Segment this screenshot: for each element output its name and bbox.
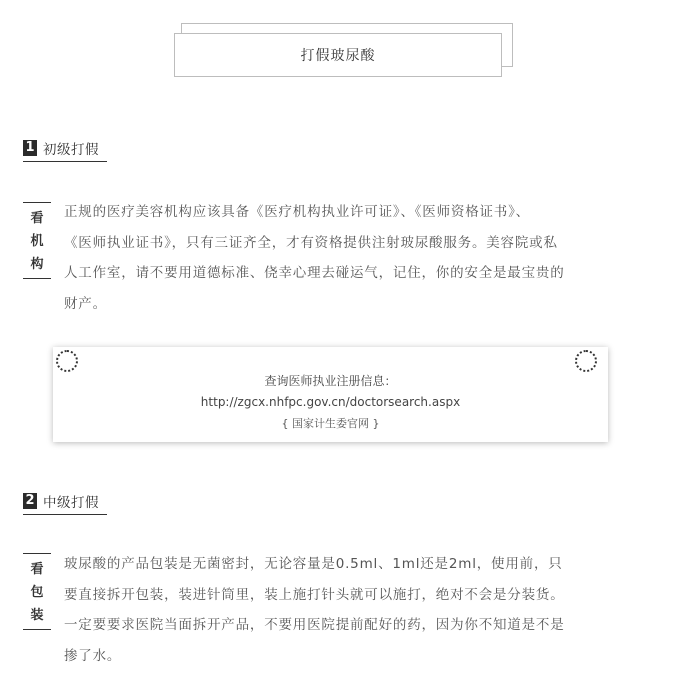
info-line-source: { 国家计生委官网 } xyxy=(281,417,380,430)
label-char: 构 xyxy=(30,257,44,272)
label-char: 看 xyxy=(30,562,44,577)
title-box xyxy=(174,28,504,76)
vertical-label-institution xyxy=(23,202,51,279)
label-char: 包 xyxy=(30,585,44,600)
section-title: 初级打假 xyxy=(43,142,99,158)
paragraph-line: 要直接拆开包装，装进针筒里，装上施打针头就可以施打，绝对不会是分装货。 xyxy=(64,586,565,603)
label-char: 看 xyxy=(30,211,44,226)
page-title: 打假玻尿酸 xyxy=(174,33,502,77)
info-line-url[interactable]: http://zgcx.nhfpc.gov.cn/doctorsearch.aspx xyxy=(200,395,461,409)
paragraph-line: 正规的医疗美容机构应该具备《医疗机构执业许可证》、《医师资格证书》、 xyxy=(64,204,530,220)
section-heading-1 xyxy=(23,138,107,162)
section-title: 中级打假 xyxy=(43,495,99,511)
paragraph-line: 掺了水。 xyxy=(64,647,122,664)
label-char: 机 xyxy=(30,234,44,249)
info-card xyxy=(53,347,608,442)
paragraph-line: 玻尿酸的产品包装是无菌密封，无论容量是0.5ml、1ml还是2ml，使用前，只 xyxy=(64,556,563,572)
info-card-text xyxy=(53,371,608,434)
section-heading-2 xyxy=(23,491,107,515)
vertical-label-packaging xyxy=(23,553,51,630)
dotted-circle-icon xyxy=(56,350,78,372)
info-line-query: 查询医师执业注册信息： xyxy=(264,374,397,388)
section-1-paragraph xyxy=(64,197,612,319)
label-char: 装 xyxy=(30,608,44,623)
section-number-badge: 2 xyxy=(23,493,37,509)
paragraph-line: 人工作室，请不要用道德标准、侥幸心理去碰运气，记住，你的安全是最宝贵的 xyxy=(64,265,565,281)
paragraph-line: 《医师执业证书》，只有三证齐全，才有资格提供注射玻尿酸服务。美容院或私 xyxy=(64,234,558,251)
section-2-paragraph xyxy=(64,549,612,671)
paragraph-line: 财产。 xyxy=(64,295,107,312)
section-number-badge: 1 xyxy=(23,140,37,156)
dotted-circle-icon xyxy=(575,350,597,372)
paragraph-line: 一定要要求医院当面拆开产品，不要用医院提前配好的药，因为你不知道是不是 xyxy=(64,617,565,633)
